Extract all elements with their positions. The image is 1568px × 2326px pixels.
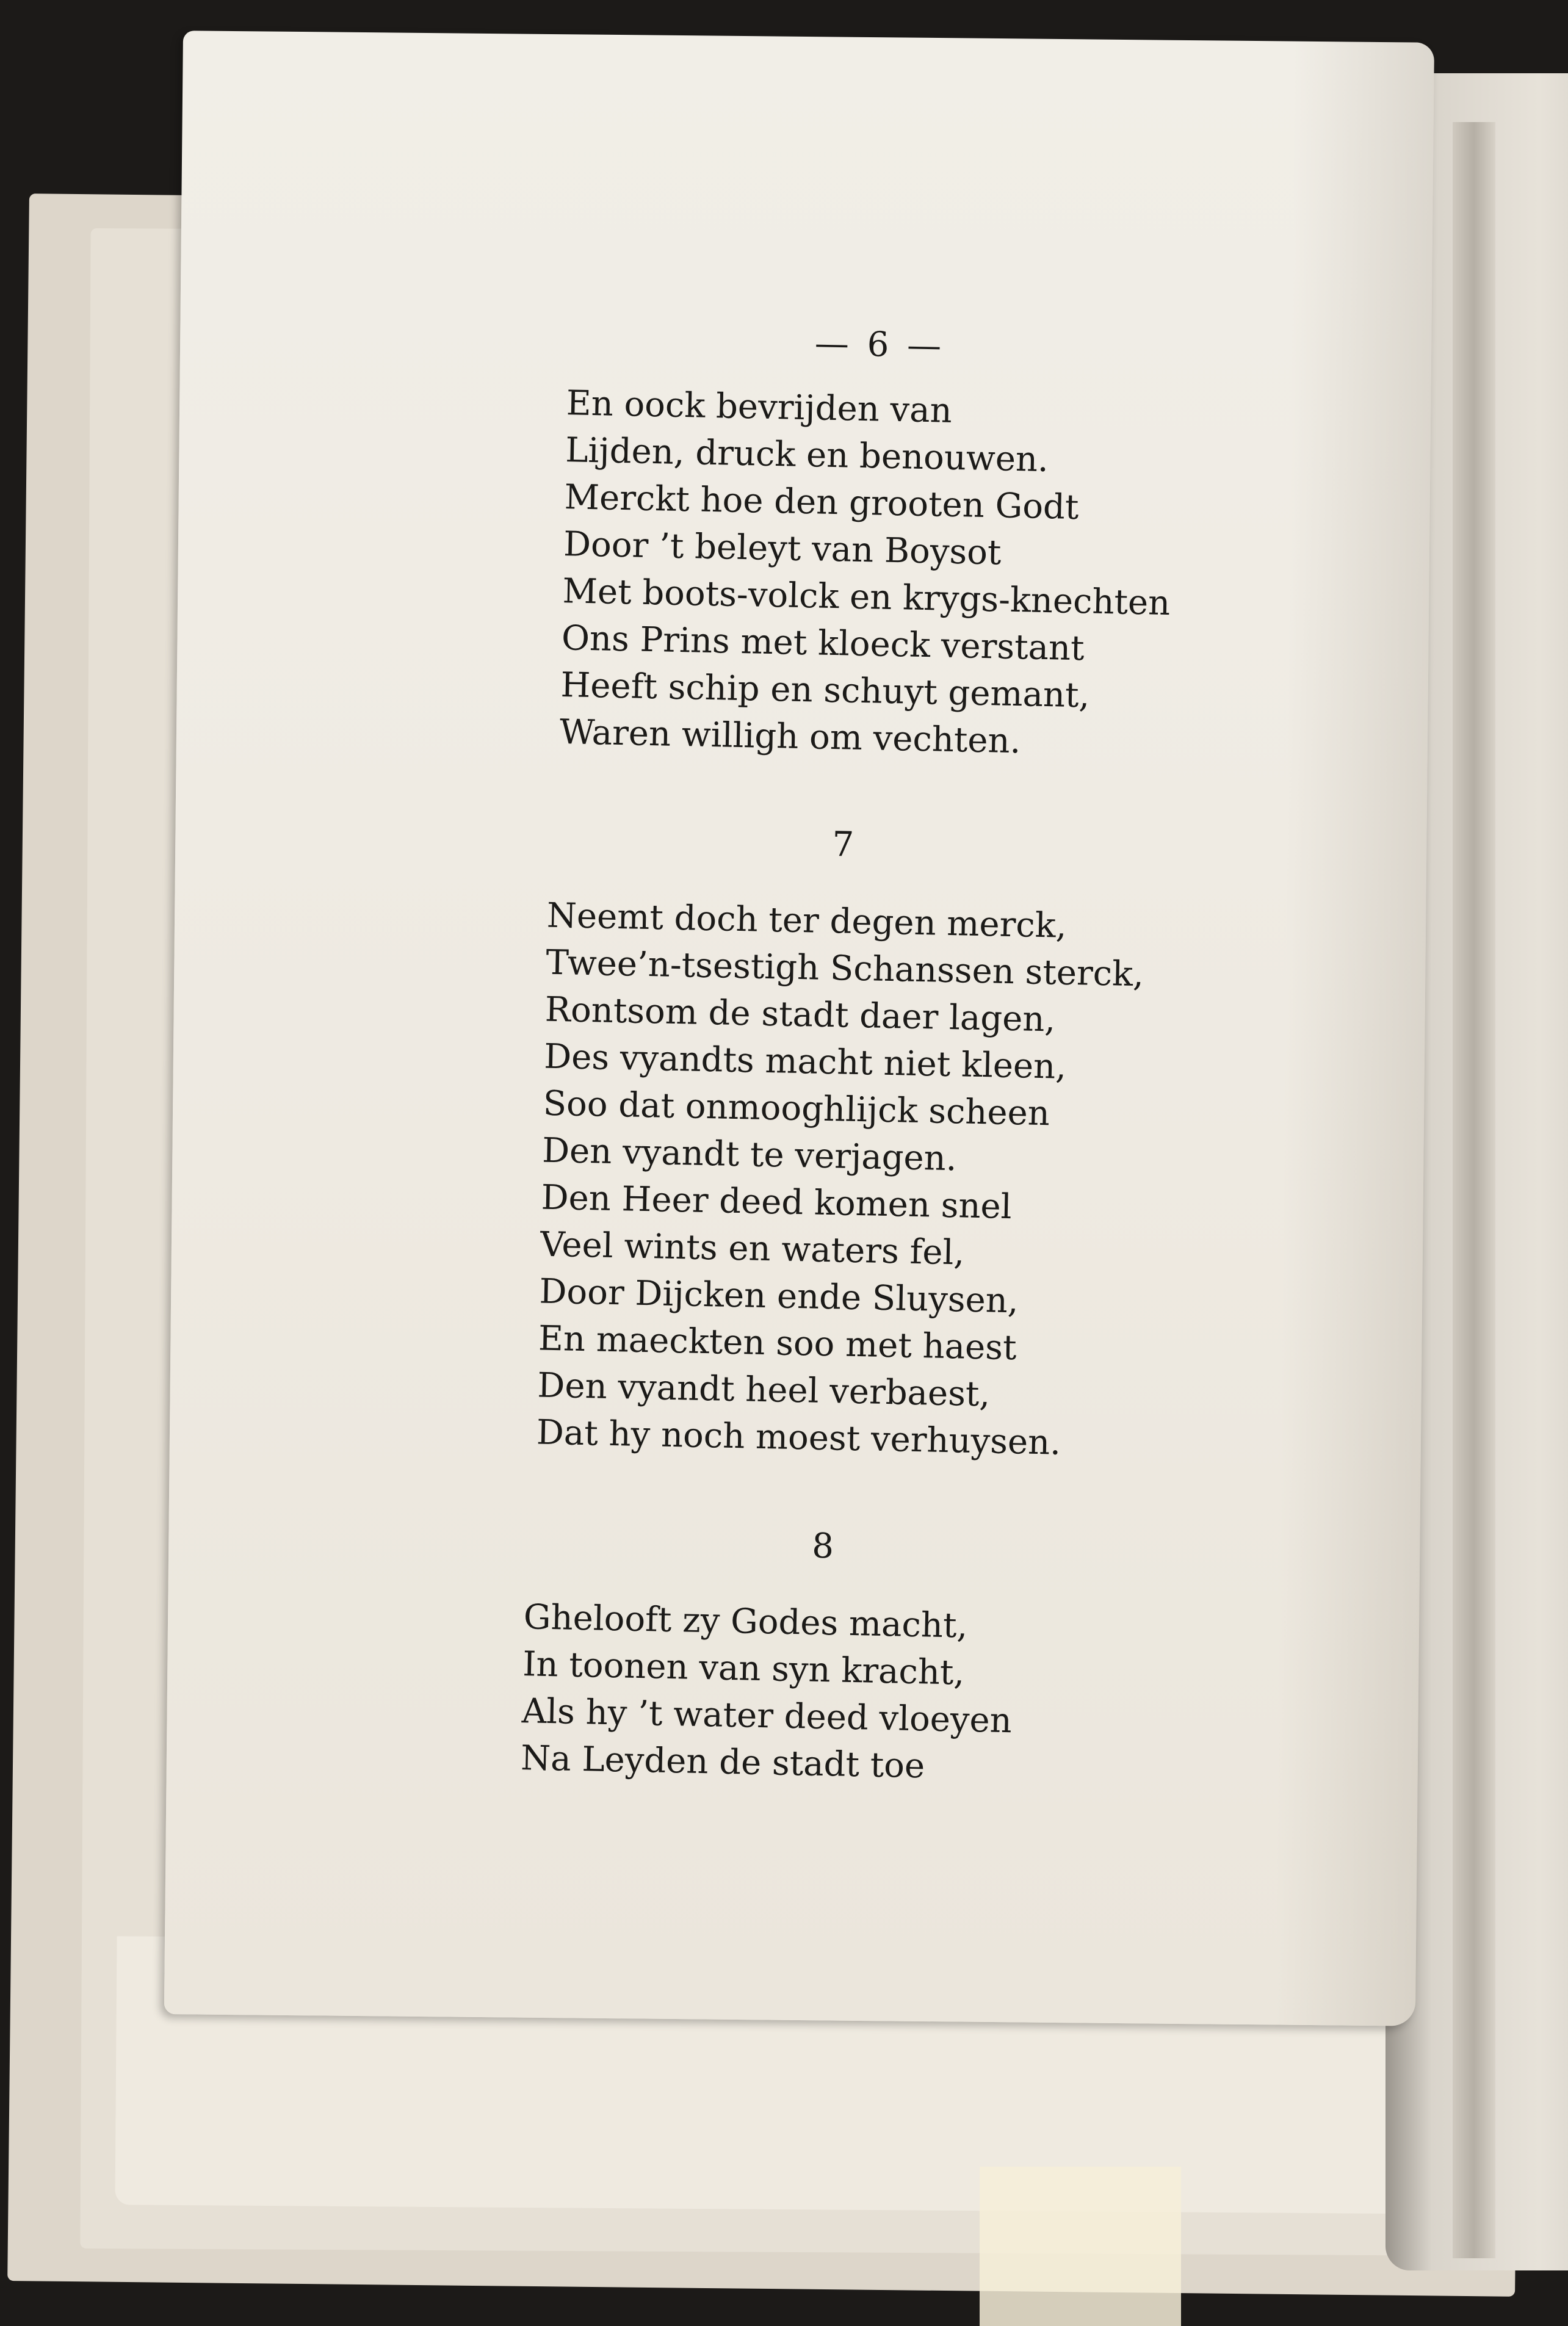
stanza-7 (536, 892, 1145, 1468)
verse-line: Met boots-volck en krygs-knechten (562, 571, 1171, 624)
verse-line: Ghelooft zy Godes macht, (523, 1597, 968, 1646)
verse-line: Neemt doch ter degen merck, (546, 895, 1068, 946)
stanza-8 (521, 1594, 1014, 1791)
stanza-number: 8 (811, 1526, 834, 1567)
stanza-number: 7 (831, 825, 854, 865)
verse-line: Door ’t beleyt van Boysot (563, 524, 1002, 573)
verse-line: Merckt hoe den grooten Godt (564, 477, 1080, 528)
verse-line: Den vyandt heel verbaest, (537, 1365, 991, 1415)
verse-line: En oock bevrijden van (566, 383, 953, 431)
verse-line: Den Heer deed komen snel (541, 1177, 1013, 1227)
page-number: — 6 — (814, 323, 945, 366)
verse-line: Door Dijcken ende Sluysen, (538, 1271, 1019, 1321)
verse-line: In toonen van syn kracht, (522, 1644, 965, 1693)
verse-line: Lijden, druck en benouwen. (565, 430, 1049, 480)
verse-line: Dat hy noch moest verhuysen. (536, 1412, 1061, 1463)
book-page (164, 31, 1434, 2026)
verse-line: Heeft schip en schuyt gemant, (560, 665, 1090, 716)
verse-line: Rontsom de stadt daer lagen, (544, 989, 1056, 1040)
light-patch (980, 2167, 1181, 2326)
verse-line: Den vyandt te verjagen. (541, 1130, 958, 1179)
verse-line: Als hy ’t water deed vloeyen (521, 1691, 1013, 1741)
verse-line: Waren willigh om vechten. (559, 712, 1022, 762)
verse-line: Soo dat onmooghlijck scheen (543, 1083, 1050, 1134)
verse-line: Na Leyden de stadt toe (520, 1738, 925, 1786)
book-gutter (1453, 122, 1495, 2258)
verse-line: Twee’n-tsestigh Schanssen sterck, (545, 942, 1144, 995)
stanza-6-continued (559, 380, 1174, 768)
verse-line: Ons Prins met kloeck verstant (561, 618, 1085, 669)
verse-line: Des vyandts macht niet kleen, (543, 1036, 1067, 1087)
verse-line: Veel wints en waters fel, (540, 1224, 965, 1273)
verse-line: En maeckten soo met haest (538, 1318, 1017, 1368)
page-text (143, 24, 1434, 2032)
